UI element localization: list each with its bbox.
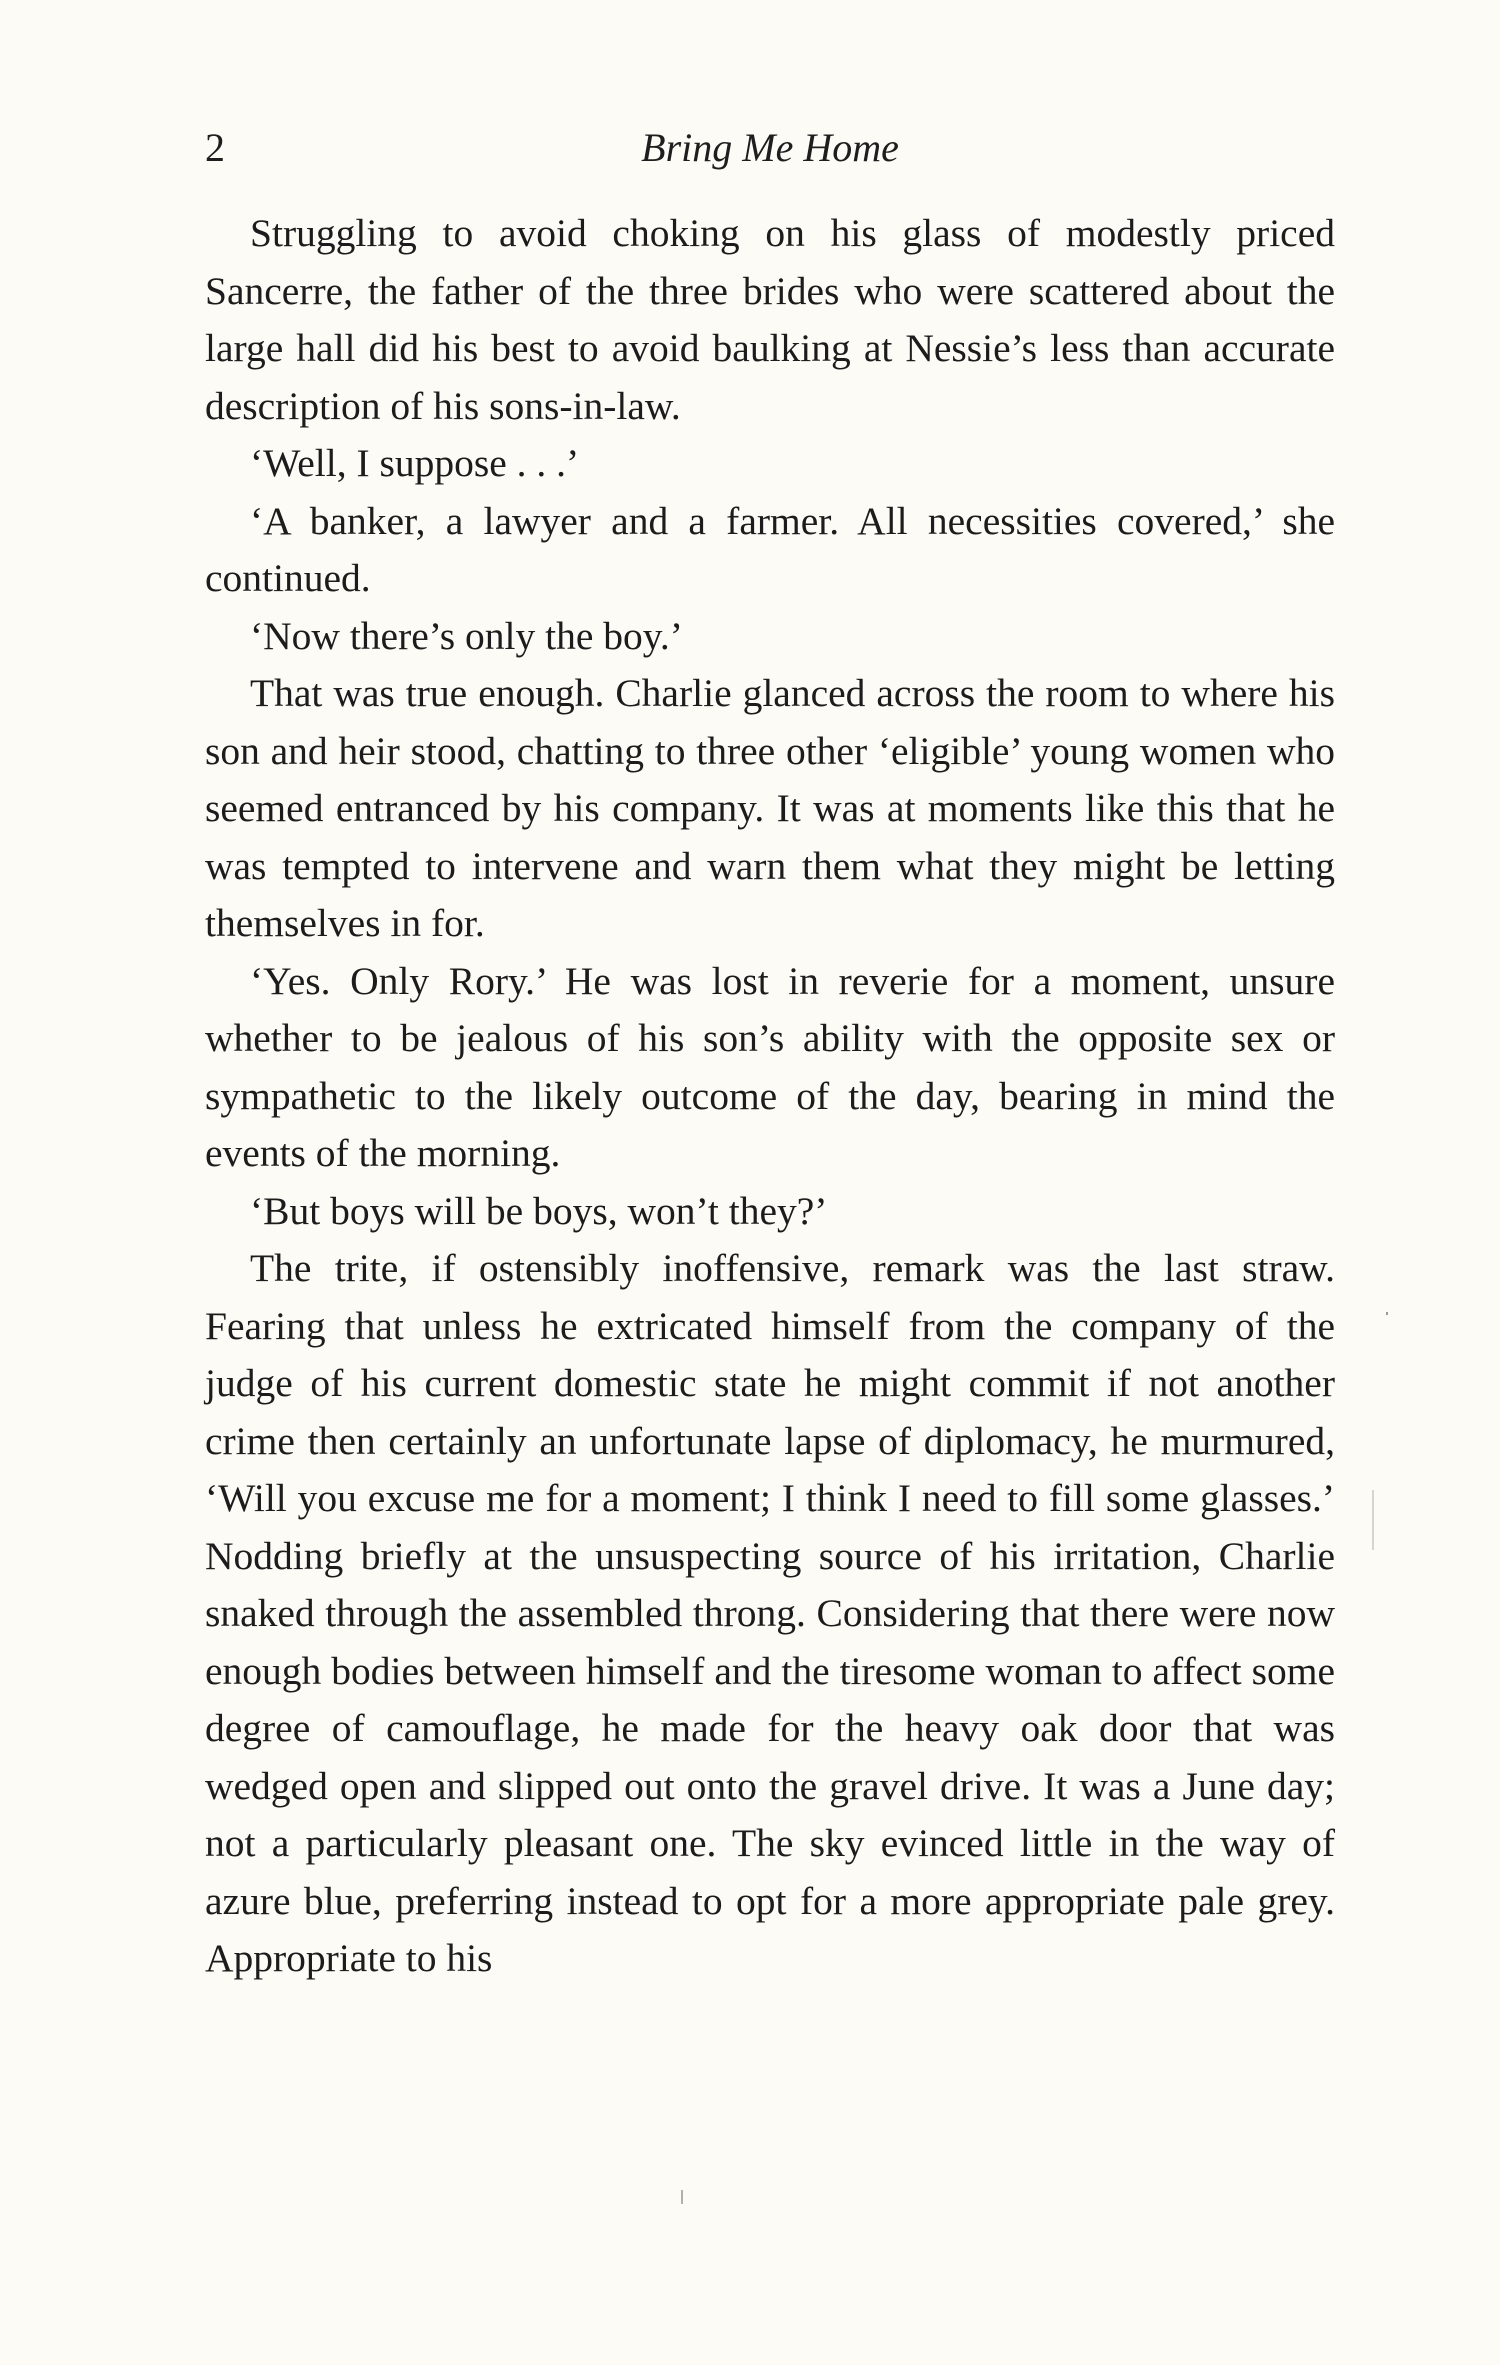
paragraph: ‘Yes. Only Rory.’ He was lost in reverie for a moment, unsure whether to be jealous of his son’s ability with the opposite sex or sympathetic to the likely outcome of the day, bearing in mind the events of the morning.: [205, 958, 1335, 1175]
paragraph: ‘Now there’s only the boy.’: [250, 613, 683, 658]
paragraph: ‘But boys will be boys, won’t they?’: [250, 1188, 828, 1233]
paragraph: Struggling to avoid choking on his glass of modestly priced Sancerre, the father of the three brides who were scattered about the large hall did his best to avoid baulking at Nessie’s less than accurate description of his sons-in-law.: [205, 211, 1335, 428]
paragraph: ‘Well, I suppose . . .’: [250, 441, 580, 485]
running-head: [205, 118, 1335, 178]
paragraph: ‘A banker, a lawyer and a farmer. All necessities covered,’ she continued.: [205, 498, 1335, 600]
paragraph: That was true enough. Charlie glanced across the room to where his son and heir stood, chatting to three other ‘eligible’ young women who seemed entranced by his company. It was at moments like this that he was tempted to intervene and warn them what they might be letting themselves in for.: [205, 671, 1335, 945]
book-title: Bring Me Home: [641, 125, 899, 170]
scan-speck: [1386, 1312, 1388, 1315]
scan-speck: [1372, 1490, 1374, 1550]
paragraph: The trite, if ostensibly inoffensive, remark was the last straw. Fearing that unless he extricated himself from the company of the judge of his current domestic state he might commit if not another crime then certainly an unfortunate lapse of diplomacy, he murmured, ‘Will you excuse me for a moment; I think I need to fill some glasses.’ Nodding briefly at the unsuspecting source of his irritation, Charlie snaked through the assembled throng. Considering that there were now enough bodies between himself and the tiresome woman to affect some degree of camouflage, he made for the heavy oak door that was wedged open and slipped out onto the gravel drive. It was a June day; not a particularly pleasant one. The sky evinced little in the way of azure blue, preferring instead to opt for a more appropriate pale grey. Appropriate to his: [205, 1246, 1335, 1980]
page-number: 2: [205, 125, 225, 170]
body-text: [205, 205, 1335, 1988]
scan-speck: [681, 2190, 683, 2204]
